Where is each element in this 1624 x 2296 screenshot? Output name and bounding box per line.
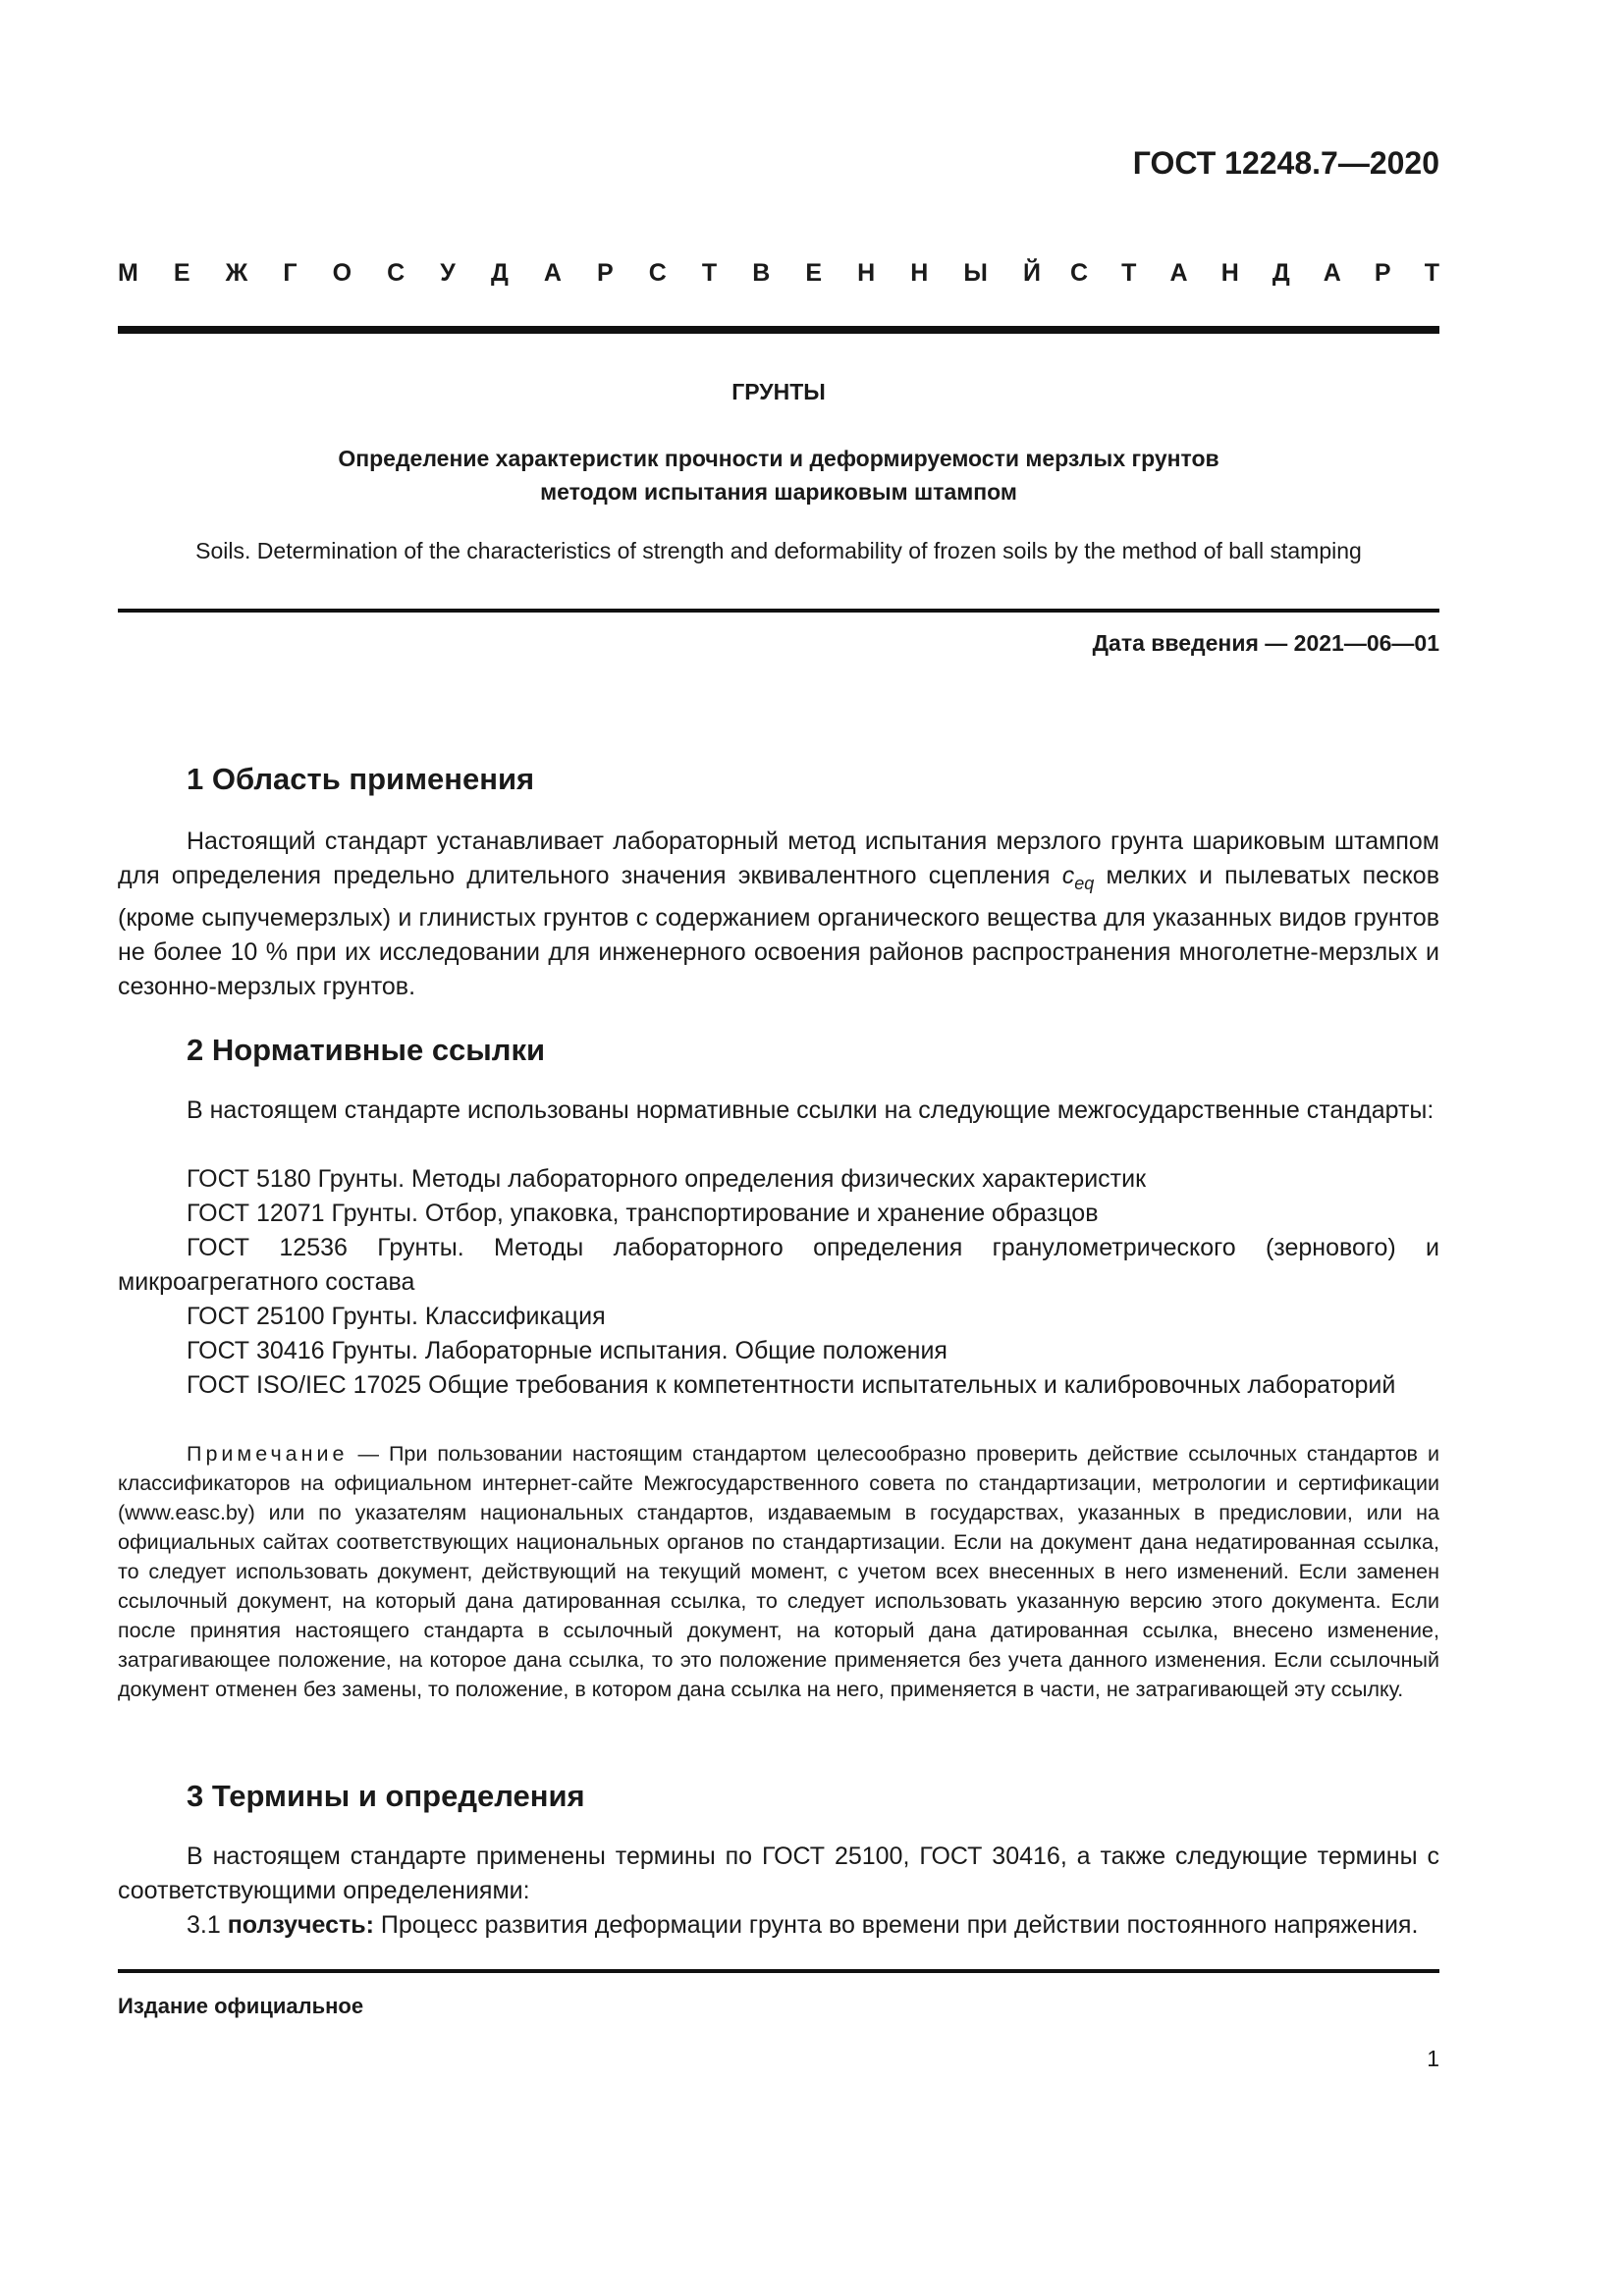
document-title: ГРУНТЫ (731, 379, 826, 404)
section-2-intro: В настоящем стандарте использованы нормативные ссылки на следующие межгосударственные стандарты: (187, 1096, 1435, 1124)
banner-letter: В (752, 259, 771, 287)
banner-letter: Ж (225, 259, 248, 287)
banner-letter: Д (1272, 259, 1290, 287)
reference-item: ГОСТ 12071 Грунты. Отбор, упаковка, транспортирование и хранение образцов (187, 1200, 1099, 1227)
header-rule (118, 326, 1439, 334)
official-edition-label: Издание официальное (118, 1994, 364, 2018)
c-eq-subscript: eq (1074, 874, 1095, 893)
banner-letter: Т (1121, 259, 1137, 287)
section-2-heading: 2 Нормативные ссылки (187, 1033, 546, 1067)
note-label: Примечание (187, 1442, 349, 1466)
section-1-heading: 1 Область применения (187, 762, 535, 796)
banner-letter: М (118, 259, 138, 287)
banner-letter: Й (1022, 259, 1041, 287)
section-3-heading: 3 Термины и определения (187, 1779, 585, 1813)
banner-letter: Т (701, 259, 718, 287)
banner-letter: Н (1220, 259, 1239, 287)
note-text: — При пользовании настоящим стандартом целесообразно проверить действие ссылочных стандартов и классификаторов на официальном интернет-сайте Межгосударственного совета по стандартизации, метрологии и сертификации (www.easc.by) или по указателям национальных стандартов, издаваемым в государствах, указанных в предисловии, или на официальных сайтах соответствующих национальных органов по стандартизации. Если на документ дана недатированная ссылка, то следует использовать документ, действующий на текущий момент, с учетом всех внесенных в него изменений. Если заменен ссылочный документ, на который дана датированная ссылка, то следует использовать указанную версию этого документа. Если после принятия настоящего стандарта в ссылочный документ, на который дана датированная ссылка, внесено изменение, затрагивающее положение, на которое дана ссылка, то это положение применяется без учета данного изменения. Если ссылочный документ отменен без замены, то положение, в котором дана ссылка на него, применяется в части, не затрагивающей эту ссылку. (118, 1442, 1439, 1701)
term-number: 3.1 (187, 1911, 228, 1939)
subtitle-line-1: Определение характеристик прочности и деформируемости мерзлых грунтов (338, 446, 1219, 471)
banner-letter: Е (805, 259, 823, 287)
reference-item: ГОСТ 12536 Грунты. Методы лабораторного определения гранулометрического (зернового) и микроагрегатного состава (118, 1234, 1439, 1296)
reference-item: ГОСТ ISO/IEC 17025 Общие требования к компетентности испытательных и калибровочных лабораторий (187, 1371, 1396, 1399)
banner-letter: Г (283, 259, 298, 287)
standard-word (1070, 259, 1439, 288)
subtitle-line-2: методом испытания шариковым штампом (540, 479, 1017, 505)
banner-letter: А (1169, 259, 1188, 287)
banner-letter: Т (1424, 259, 1439, 287)
term-3-1 (118, 1908, 1439, 1943)
banner-letter: С (387, 259, 406, 287)
term-definition: Процесс развития деформации грунта во времени при действии постоянного напряжения. (373, 1911, 1419, 1939)
reference-item: ГОСТ 30416 Грунты. Лабораторные испытания. Общие положения (187, 1337, 947, 1364)
section-3-intro: В настоящем стандарте применены термины по ГОСТ 25100, ГОСТ 30416, а также следующие термины с соответствующими определениями: (118, 1842, 1439, 1904)
term-name: ползучесть: (227, 1911, 374, 1939)
banner-letter: Ы (963, 259, 988, 287)
banner-letter: С (1070, 259, 1089, 287)
interstate-standard-banner (118, 259, 1439, 288)
section-1-text: Настоящий стандарт устанавливает лабораторный метод испытания мерзлого грунта шариковым штампом для определения предельно длительного значения эквивалентного сцепления $c_{eq}$ мелких и пылеватых песков (кроме сыпучемерзлых) и глинистых грунтов с содержанием органического вещества для указанных видов грунтов не более 10 % при их исследовании для инженерного освоения районов распространения многолетне-мерзлых и сезонно-мерзлых грунтов. (118, 828, 1439, 1000)
references-note (118, 1439, 1439, 1704)
footer-rule (118, 1969, 1439, 1973)
reference-item: ГОСТ 25100 Грунты. Классификация (187, 1303, 606, 1330)
normative-references-list (118, 1162, 1439, 1403)
banner-letter: Д (490, 259, 509, 287)
title-rule (118, 609, 1439, 613)
banner-letter: Н (910, 259, 929, 287)
reference-item: ГОСТ 5180 Грунты. Методы лабораторного определения физических характеристик (187, 1165, 1147, 1193)
c-eq-symbol: c (1061, 862, 1075, 889)
english-title: Soils. Determination of the characteristics of strength and deformability of frozen soils by the method of ball stamping (195, 538, 1362, 563)
banner-letter: Р (596, 259, 614, 287)
introduction-date: Дата введения — 2021—06—01 (1092, 630, 1439, 656)
banner-letter: С (648, 259, 667, 287)
banner-letter: А (543, 259, 562, 287)
banner-letter: У (440, 259, 456, 287)
banner-letter: Н (857, 259, 876, 287)
banner-letter: А (1323, 259, 1341, 287)
banner-letter: Е (173, 259, 190, 287)
banner-letter: Р (1374, 259, 1391, 287)
interstate-word (118, 259, 1041, 288)
document-code: ГОСТ 12248.7—2020 (1132, 145, 1439, 181)
banner-letter: О (332, 259, 352, 287)
page-number: 1 (1427, 2046, 1439, 2071)
document-page (118, 0, 1439, 2296)
document-subtitle (118, 442, 1439, 508)
